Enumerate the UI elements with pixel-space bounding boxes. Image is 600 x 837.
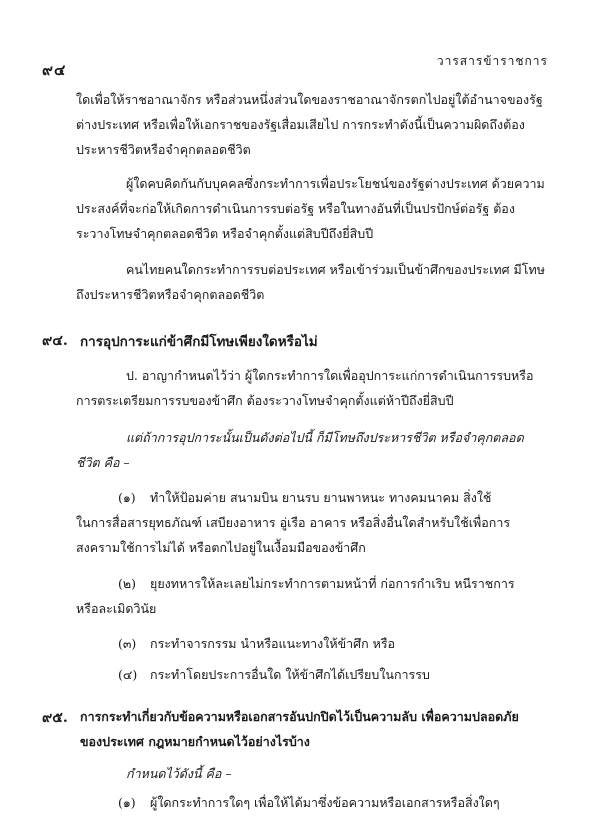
body-line: ใดเพื่อให้ราชอาณาจักร หรือส่วนหนึ่งส่วนใดของราชอาณาจักรตกไปอยู่ใต้อำนาจของรัฐ — [76, 92, 543, 107]
running-title: วารสารข้าราชการ — [436, 54, 548, 68]
section-number: ๙๕. — [42, 710, 68, 726]
section-heading-cont: ของประเทศ กฎหมายกำหนดไว้อย่างไรบ้าง — [80, 734, 310, 749]
body-line: ชีวิต คือ – — [76, 455, 130, 470]
list-marker: (๔) — [118, 667, 138, 682]
body-line: ประหารชีวิตหรือจำคุกตลอดชีวิต — [76, 142, 251, 157]
list-marker: (๑) — [118, 490, 136, 505]
list-item-line: กระทำจารกรรม นำหรือแนะทางให้ข้าศึก หรือ — [150, 636, 396, 651]
list-item-line: ผู้ใดกระทำการใดๆ เพื่อให้ได้มาซึ่งข้อความหรือเอกสารหรือสิ่งใดๆ — [150, 795, 500, 810]
list-marker: (๓) — [118, 636, 137, 651]
body-line: ป. อาญากำหนดไว้ว่า ผู้ใดกระทำการใดเพื่ออุปการะแก่การดำเนินการรบหรือ — [126, 368, 534, 383]
list-marker: (๑) — [118, 795, 136, 810]
body-line: ต่างประเทศ หรือเพื่อให้เอกราชของรัฐเสื่อมเสียไป การกระทำดังนี้เป็นความผิดถึงต้อง — [76, 117, 525, 132]
list-item-line: ยุยงทหารให้ละเลยไม่กระทำการตามหน้าที่ ก่อการกำเริบ หนีราชการ — [150, 576, 515, 591]
page-number: ๙๔ — [42, 61, 67, 79]
body-line: กำหนดไว้ดังนี้ คือ – — [126, 766, 232, 781]
body-line: ถึงประหารชีวิตหรือจำคุกตลอดชีวิต — [76, 287, 265, 302]
list-marker: (๒) — [118, 576, 136, 591]
section-heading: การกระทำเกี่ยวกับข้อความหรือเอกสารอันปกปิดไว้เป็นความลับ เพื่อความปลอดภัย — [80, 709, 519, 724]
list-item-line: ในการสื่อสารยุทธภัณฑ์ เสบียงอาหาร อู่เรือ อาคาร หรือสิ่งอื่นใดสำหรับใช้เพื่อการ — [76, 515, 511, 530]
body-line: ระวางโทษจำคุกตลอดชีวิต หรือจำคุกตั้งแต่สิบปีถึงยี่สิบปี — [76, 226, 374, 241]
list-item-line: สงครามใช้การไม่ได้ หรือตกไปอยู่ในเงื้อมมือของข้าศึก — [76, 540, 366, 555]
body-line: ผู้ใดคบคิดกันกับบุคคลซึ่งกระทำการเพื่อประโยชน์ของรัฐต่างประเทศ ด้วยความ — [126, 176, 545, 191]
list-item-line: หรือละเมิดวินัย — [76, 601, 157, 616]
list-item-line: กระทำโดยประการอื่นใด ให้ข้าศึกได้เปรียบในการรบ — [150, 667, 430, 682]
list-item-line: ทำให้ป้อมค่าย สนามบิน ยานรบ ยานพาหนะ ทางคมนาคม สิ่งใช้ — [150, 490, 492, 505]
section-heading: การอุปการะแก่ข้าศึกมีโทษเพียงใดหรือไม่ — [80, 334, 318, 350]
body-line: แต่ถ้าการอุปการะนั้นเป็นดังต่อไปนี้ ก็มีโทษถึงประหารชีวิต หรือจำคุกตลอด — [126, 430, 524, 445]
body-line: ประสงค์ที่จะก่อให้เกิดการดำเนินการรบต่อรัฐ หรือในทางอันที่เป็นปรปักษ์ต่อรัฐ ต้อง — [76, 201, 515, 216]
body-line: การตระเตรียมการรบของข้าศึก ต้องระวางโทษจำคุกตั้งแต่ห้าปีถึงยี่สิบปี — [76, 393, 454, 408]
section-number: ๙๔. — [42, 333, 68, 349]
body-line: คนไทยคนใดกระทำการรบต่อประเทศ หรือเข้าร่วมเป็นข้าศึกของประเทศ มีโทษ — [126, 262, 545, 277]
